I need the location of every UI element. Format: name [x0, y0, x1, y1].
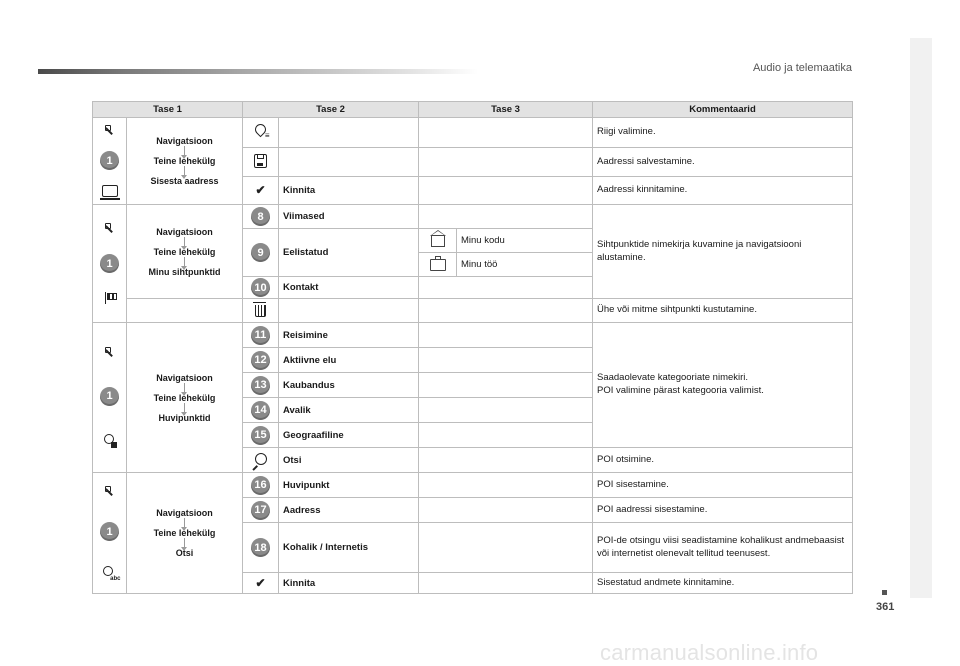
- step-badge: 11: [251, 326, 270, 345]
- level2-icon-cell: [243, 229, 279, 277]
- confirm-label: Kinnita: [279, 573, 419, 594]
- level2-icon-cell: [243, 277, 279, 299]
- level3-cell: [419, 573, 593, 594]
- arrow-down-icon: [184, 257, 185, 267]
- watermark: carmanualsonline.info: [600, 640, 819, 665]
- confirm-label: Kinnita: [279, 176, 419, 204]
- level3-cell: [419, 498, 593, 523]
- menu-table: [92, 101, 853, 594]
- search-icon[interactable]: [255, 453, 267, 465]
- arrow-down-icon: [184, 237, 185, 247]
- navigation-icon: [104, 223, 116, 235]
- level3-cell: [419, 277, 593, 299]
- level3-cell: [419, 348, 593, 373]
- level1-icons: [93, 118, 127, 205]
- flag-icon: [104, 292, 116, 304]
- path-other-page: Teine lehekülg: [153, 528, 216, 538]
- page-marker: [882, 590, 887, 595]
- navigation-icon: [104, 125, 116, 137]
- table-row: [93, 205, 853, 229]
- my-home-label[interactable]: Minu kodu: [457, 229, 593, 253]
- my-work-label[interactable]: Minu töö: [457, 253, 593, 277]
- path-other-page: Teine lehekülg: [153, 392, 216, 403]
- table-row: [93, 473, 853, 498]
- screen-icon: [102, 185, 118, 197]
- level3-cell: [419, 118, 593, 148]
- level3-cell: [419, 473, 593, 498]
- level3-cell: [419, 423, 593, 448]
- contact-label[interactable]: Kontakt: [279, 277, 419, 299]
- level3-icon-cell: [419, 229, 457, 253]
- geographic-label[interactable]: Geograafiline: [279, 423, 419, 448]
- comment-cell: Riigi valimine.: [593, 118, 853, 148]
- step-badge: 16: [251, 476, 270, 495]
- level2-icon-cell: [243, 299, 279, 323]
- local-internet-label[interactable]: Kohalik / Internetis: [279, 523, 419, 573]
- category-comment-1: Saadaolevate kategooriate nimekiri.: [597, 372, 749, 384]
- level2-icon-cell: [243, 118, 279, 148]
- header-comments: Kommentaarid: [593, 102, 853, 118]
- path-poi: Huvipunktid: [158, 412, 211, 423]
- level2-icon-cell: [243, 423, 279, 448]
- level2-icon-cell: [243, 523, 279, 573]
- level1-path: [127, 473, 243, 594]
- level1-icons: [93, 205, 127, 323]
- path-search: Otsi: [175, 548, 194, 558]
- travel-label[interactable]: Reisimine: [279, 323, 419, 348]
- level2-icon-cell: [243, 205, 279, 229]
- arrow-down-icon: [184, 146, 185, 156]
- table-row: [93, 323, 853, 348]
- level1-path: [127, 205, 243, 299]
- search-label[interactable]: Otsi: [279, 448, 419, 473]
- step-badge: 1: [100, 387, 119, 406]
- step-badge: 18: [251, 538, 270, 557]
- level2-icon-cell: [243, 176, 279, 204]
- step-badge: 15: [251, 426, 270, 445]
- level2-icon-cell: [243, 473, 279, 498]
- arrow-down-icon: [184, 383, 185, 393]
- path-navigation: Navigatsioon: [156, 508, 213, 518]
- page-number: 361: [876, 601, 895, 613]
- level3-cell: [419, 205, 593, 229]
- header-level1: Tase 1: [93, 102, 243, 118]
- comment-cell: POI sisestamine.: [593, 473, 853, 498]
- navigation-icon: [104, 347, 116, 359]
- page-side-strip: [910, 38, 932, 598]
- step-badge: 1: [100, 254, 119, 273]
- level2-icon-cell: [243, 323, 279, 348]
- comment-cell: Ühe või mitme sihtpunkti kustutamine.: [593, 299, 853, 323]
- step-badge: 1: [100, 151, 119, 170]
- level2-icon-cell: [243, 148, 279, 176]
- favorites-label[interactable]: Eelistatud: [279, 229, 419, 277]
- comment-cell: Sisestatud andmete kinnitamine.: [593, 573, 853, 594]
- table-header-row: [93, 102, 853, 118]
- address-label[interactable]: Aadress: [279, 498, 419, 523]
- briefcase-icon[interactable]: [430, 259, 446, 271]
- level1-path: [127, 323, 243, 473]
- checkmark-icon[interactable]: ✔: [255, 575, 266, 590]
- step-badge: 17: [251, 501, 270, 520]
- table-row: [93, 118, 853, 148]
- path-other-page: Teine lehekülg: [153, 246, 216, 257]
- comment-cell: Aadressi salvestamine.: [593, 148, 853, 176]
- step-badge: 1: [100, 522, 119, 541]
- comment-cell: Aadressi kinnitamine.: [593, 176, 853, 204]
- level1-icons: [93, 473, 127, 594]
- poi-label[interactable]: Huvipunkt: [279, 473, 419, 498]
- level3-cell: [419, 176, 593, 204]
- trash-icon[interactable]: [255, 305, 266, 317]
- comment-cell: POI otsimine.: [593, 448, 853, 473]
- arrow-down-icon: [184, 518, 185, 528]
- comment-cell: POI-de otsingu viisi seadistamine kohalikust andmebaasist või internetist olenevalt tellitud teenusest.: [593, 523, 853, 573]
- level2-icon-cell: [243, 398, 279, 423]
- level2-label-cell: [279, 299, 419, 323]
- level2-label-cell: [279, 148, 419, 176]
- comment-cell: POI aadressi sisestamine.: [593, 498, 853, 523]
- step-badge: 10: [251, 278, 270, 297]
- step-badge: 14: [251, 401, 270, 420]
- public-label[interactable]: Avalik: [279, 398, 419, 423]
- path-navigation: Navigatsioon: [156, 136, 213, 146]
- level2-icon-cell: [243, 573, 279, 594]
- level2-icon-cell: [243, 448, 279, 473]
- level3-cell: [419, 448, 593, 473]
- path-enter-address: Sisesta aadress: [150, 176, 219, 186]
- recent-label[interactable]: Viimased: [279, 205, 419, 229]
- path-my-destinations: Minu sihtpunktid: [148, 266, 221, 277]
- level2-icon-cell: [243, 498, 279, 523]
- header-gradient-bar: [38, 69, 478, 74]
- level3-cell: [419, 299, 593, 323]
- category-comment-2: POI valimine pärast kategooria valimist.: [597, 385, 764, 396]
- header-level3: Tase 3: [419, 102, 593, 118]
- arrow-down-icon: [184, 403, 185, 413]
- level1-icons: [93, 323, 127, 473]
- level3-cell: [419, 373, 593, 398]
- poi-icon: [103, 434, 117, 448]
- level2-icon-cell: [243, 373, 279, 398]
- header-level2: Tase 2: [243, 102, 419, 118]
- level2-label-cell: [279, 118, 419, 148]
- search-abc-icon: [102, 566, 118, 580]
- level3-cell: [419, 148, 593, 176]
- country-select-icon[interactable]: [254, 124, 268, 138]
- path-other-page: Teine lehekülg: [153, 156, 216, 166]
- level3-cell: [419, 523, 593, 573]
- step-badge: 12: [251, 351, 270, 370]
- table-row: [93, 299, 853, 323]
- level1-path: [127, 118, 243, 205]
- step-badge: 9: [251, 243, 270, 262]
- level3-cell: [419, 323, 593, 348]
- path-navigation: Navigatsioon: [156, 226, 213, 237]
- path-navigation: Navigatsioon: [156, 372, 213, 383]
- active-life-label[interactable]: Aktiivne elu: [279, 348, 419, 373]
- checkmark-icon[interactable]: ✔: [255, 182, 266, 197]
- save-icon[interactable]: [254, 154, 267, 168]
- commerce-label[interactable]: Kaubandus: [279, 373, 419, 398]
- navigation-icon: [104, 486, 116, 498]
- home-icon[interactable]: [431, 236, 445, 247]
- level2-icon-cell: [243, 348, 279, 373]
- arrow-down-icon: [184, 166, 185, 176]
- comment-cell: [593, 323, 853, 448]
- level1-label-cell: [127, 299, 243, 323]
- header-title: Audio ja telemaatika: [752, 62, 852, 74]
- comment-cell: Sihtpunktide nimekirja kuvamine ja navigatsiooni alustamine.: [593, 205, 853, 299]
- step-badge: 13: [251, 376, 270, 395]
- level3-cell: [419, 398, 593, 423]
- level3-icon-cell: [419, 253, 457, 277]
- arrow-down-icon: [184, 538, 185, 548]
- step-badge: 8: [251, 207, 270, 226]
